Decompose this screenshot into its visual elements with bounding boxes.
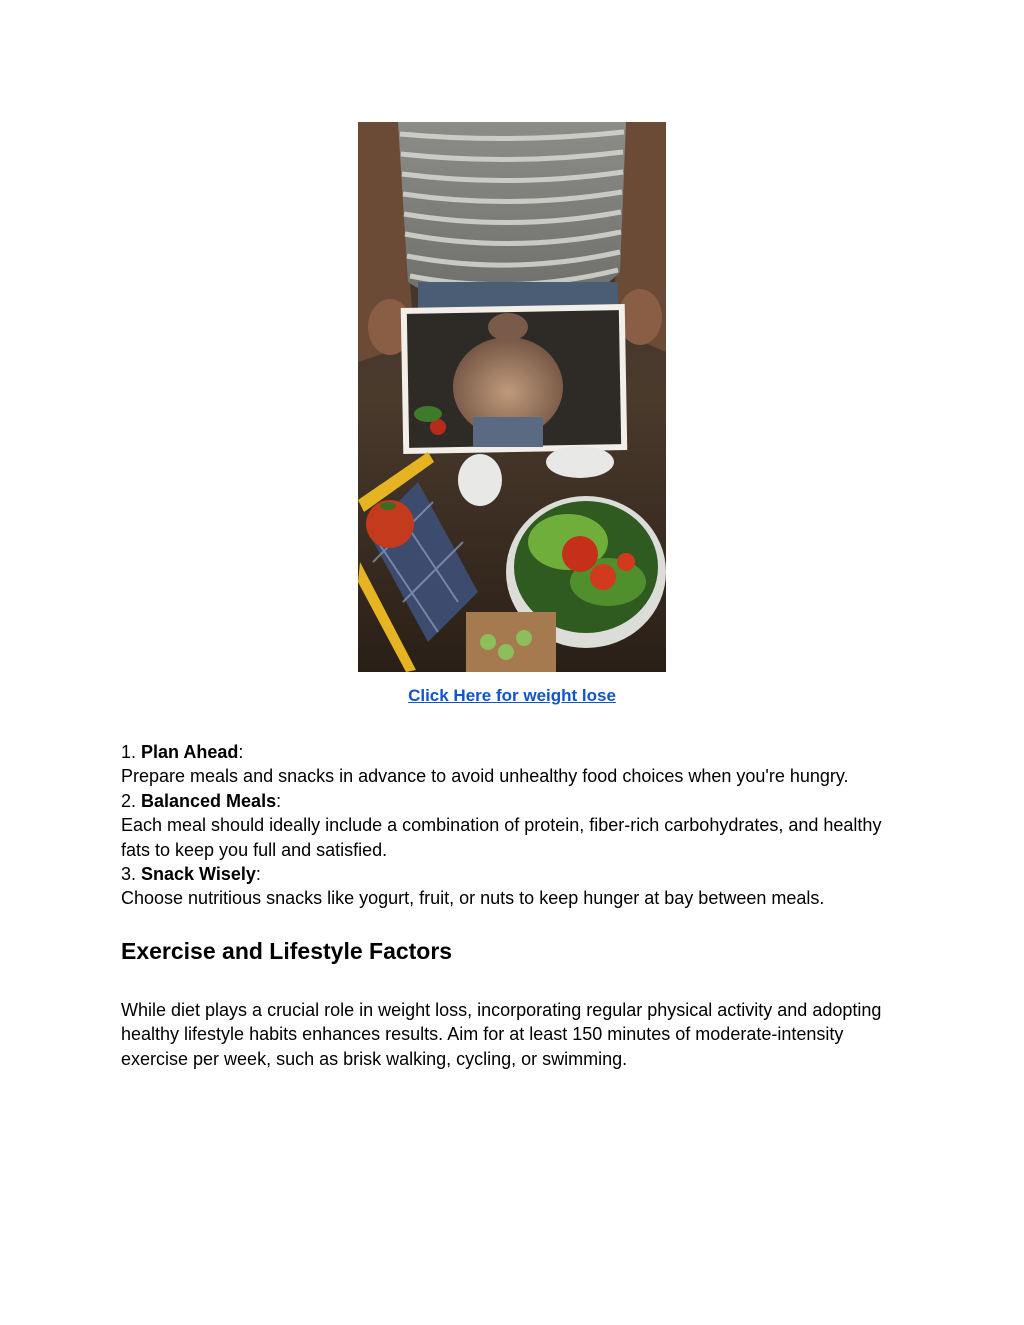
tip-number: 1. — [121, 742, 142, 762]
tip-text: Prepare meals and snacks in advance to avoid unhealthy food choices when you're hungry. — [121, 766, 849, 787]
tip-colon: : — [238, 742, 244, 762]
tip-number: 3. — [121, 864, 142, 885]
tip-text: Choose nutritious snacks like yogurt, fruit, or nuts to keep hunger at bay between meals. — [121, 888, 825, 909]
section-heading: Exercise and Lifestyle Factors — [121, 938, 453, 964]
weight-loss-photo — [358, 122, 666, 672]
tip-colon: : — [276, 790, 282, 811]
tip-number: 2. — [121, 790, 142, 811]
tip-colon: : — [255, 864, 261, 885]
tip-heading — [121, 862, 911, 886]
tips-list — [121, 740, 911, 911]
tip-title: Balanced Meals — [141, 790, 277, 811]
weight-loss-link[interactable]: Click Here for weight lose — [408, 686, 616, 705]
figure-caption — [0, 686, 1024, 706]
section-paragraph: While diet plays a crucial role in weight loss, incorporating regular physical activity and adopting healthy lifestyle habits enhances results. Aim for at least 150 minutes of moderate-intensity exercise per week, such as brisk walking, cycling, or swimming. — [121, 1000, 882, 1069]
tip-heading — [121, 740, 911, 764]
tip-text: Each meal should ideally include a combination of protein, fiber-rich carbohydrates, and healthy fats to keep you full and satisfied. — [121, 815, 882, 860]
tip-title: Snack Wisely — [141, 864, 256, 885]
tip-title: Plan Ahead — [141, 742, 239, 762]
tip-heading — [121, 789, 911, 813]
